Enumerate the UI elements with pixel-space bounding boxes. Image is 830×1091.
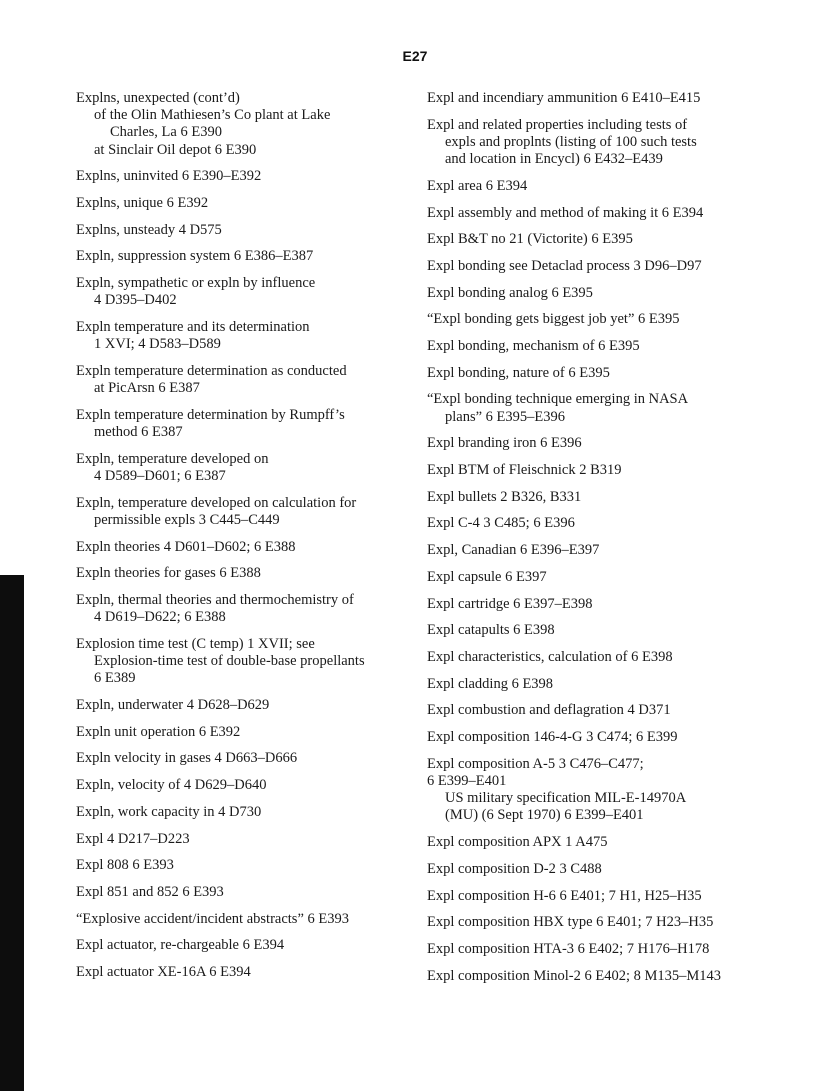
index-entry-heading: Expl actuator, re-chargeable 6 E394 <box>76 937 285 954</box>
index-entry <box>427 914 757 931</box>
index-entry-heading: Expl composition Minol-2 6 E402; 8 M135–M143 <box>427 967 722 984</box>
index-entry <box>427 338 757 355</box>
index-entry-heading: Expln, suppression system 6 E386–E387 <box>76 248 314 265</box>
index-entry-heading: Expl composition HTA-3 6 E402; 7 H176–H178 <box>427 940 710 957</box>
index-entry <box>427 435 757 452</box>
index-entry <box>76 539 396 556</box>
index-entry <box>76 831 396 848</box>
index-entry <box>427 649 757 666</box>
index-entry-heading: Expl assembly and method of making it 6 E394 <box>427 204 704 221</box>
index-entry <box>76 750 396 767</box>
index-column-right <box>427 90 757 994</box>
index-entry <box>427 117 757 169</box>
index-entry-subline: of the Olin Mathiesen’s Co plant at Lake <box>94 107 331 124</box>
index-entry-heading: Expl B&T no 21 (Victorite) 6 E395 <box>427 231 633 248</box>
index-entry-heading: Expl BTM of Fleischnick 2 B319 <box>427 462 622 479</box>
index-entry <box>427 861 757 878</box>
index-entry-heading: “Expl bonding technique emerging in NASA <box>427 391 689 408</box>
index-entry <box>427 205 757 222</box>
index-entry-heading: Expl and incendiary ammunition 6 E410–E415 <box>427 90 701 106</box>
index-entry <box>76 495 396 529</box>
index-entry <box>427 285 757 302</box>
index-entry <box>76 248 396 265</box>
index-entry <box>427 391 757 425</box>
index-entry-heading: Expl bonding, mechanism of 6 E395 <box>427 338 640 355</box>
index-entry <box>427 888 757 905</box>
index-entry <box>427 462 757 479</box>
index-entry-heading: Expl composition H-6 6 E401; 7 H1, H25–H35 <box>427 887 702 904</box>
index-entry-heading: Explns, unexpected (cont’d) <box>76 90 240 106</box>
index-entry <box>427 489 757 506</box>
index-entry <box>427 622 757 639</box>
index-entry-heading: Expl combustion and deflagration 4 D371 <box>427 702 671 719</box>
index-entry <box>76 636 396 688</box>
index-entry <box>427 834 757 851</box>
index-entry-subline: and location in Encycl) 6 E432–E439 <box>445 151 663 168</box>
index-entry-heading: Expl composition D-2 3 C488 <box>427 860 602 877</box>
index-entry <box>427 90 757 107</box>
index-entry-heading: Expl area 6 E394 <box>427 177 528 194</box>
index-entry-heading: “Explosive accident/incident abstracts” 6 E393 <box>76 910 349 927</box>
index-entry-subline: 4 D589–D601; 6 E387 <box>94 467 226 484</box>
index-entry-heading: Expln theories 4 D601–D602; 6 E388 <box>76 538 296 555</box>
index-entry-heading: Expln, underwater 4 D628–D629 <box>76 696 270 713</box>
index-entry-subline: Explosion-time test of double-base propellants <box>94 653 365 670</box>
index-entry-heading: Expln unit operation 6 E392 <box>76 723 241 740</box>
index-entry <box>427 941 757 958</box>
index-entry <box>427 365 757 382</box>
index-entry-heading: Expl 851 and 852 6 E393 <box>76 883 224 900</box>
index-entry <box>427 968 757 985</box>
index-entry-heading: Explns, unsteady 4 D575 <box>76 221 222 238</box>
index-entry <box>76 697 396 714</box>
index-entry-subline: US military specification MIL-E-14970A <box>445 790 687 807</box>
index-entry <box>427 756 757 825</box>
index-entry <box>76 90 396 159</box>
index-entry-heading: Expln temperature and its determination <box>76 319 310 336</box>
index-entry <box>76 724 396 741</box>
page-label: E27 <box>402 48 428 64</box>
index-entry-subline: (MU) (6 Sept 1970) 6 E399–E401 <box>445 807 644 824</box>
index-entry-heading: Expl composition APX 1 A475 <box>427 834 608 851</box>
index-entry-heading: Expl bullets 2 B326, B331 <box>427 488 582 505</box>
index-entry <box>76 275 396 309</box>
index-entry <box>76 911 396 928</box>
index-entry-heading: Expln temperature determination by Rumpff’s <box>76 406 345 423</box>
index-entry-heading: Expl bonding see Detaclad process 3 D96–D97 <box>427 257 702 274</box>
index-entry-heading: Expln velocity in gases 4 D663–D666 <box>76 750 298 767</box>
index-entry <box>76 565 396 582</box>
index-entry <box>427 542 757 559</box>
index-entry <box>76 964 396 981</box>
index-entry-heading: Expl branding iron 6 E396 <box>427 435 582 452</box>
index-entry <box>427 729 757 746</box>
index-entry-heading: Expl bonding, nature of 6 E395 <box>427 364 610 381</box>
index-entry <box>76 937 396 954</box>
index-entry <box>76 804 396 821</box>
index-entry <box>76 451 396 485</box>
index-entry <box>76 407 396 441</box>
index-entry-subline: 6 E399–E401 <box>427 772 507 789</box>
index-entry-heading: Expln, temperature developed on calculation for <box>76 494 357 511</box>
index-column-left <box>76 90 396 991</box>
index-entry-heading: Expl composition A-5 3 C476–C477; <box>427 755 644 772</box>
index-entry <box>427 178 757 195</box>
index-entry-heading: Expl, Canadian 6 E396–E397 <box>427 542 600 559</box>
index-entry-subline: expls and proplnts (listing of 100 such tests <box>445 133 697 150</box>
index-entry <box>76 222 396 239</box>
index-entry-subline: at PicArsn 6 E387 <box>94 380 200 397</box>
index-entry-heading: Expln, temperature developed on <box>76 450 269 467</box>
index-entry-heading: Expln theories for gases 6 E388 <box>76 565 261 582</box>
index-entry-heading: Expln, work capacity in 4 D730 <box>76 803 262 820</box>
index-entry-heading: Expl catapults 6 E398 <box>427 622 555 639</box>
index-entry-heading: Expl 808 6 E393 <box>76 857 174 874</box>
index-entry <box>427 515 757 532</box>
index-entry <box>76 195 396 212</box>
index-entry <box>427 676 757 693</box>
index-entry-subline: method 6 E387 <box>94 424 183 441</box>
index-entry-heading: Expl characteristics, calculation of 6 E398 <box>427 648 673 665</box>
index-entry <box>76 884 396 901</box>
index-entry-heading: Explns, uninvited 6 E390–E392 <box>76 168 262 185</box>
index-entry-heading: “Expl bonding gets biggest job yet” 6 E395 <box>427 311 680 328</box>
index-entry-subline: at Sinclair Oil depot 6 E390 <box>94 141 257 158</box>
index-entry-heading: Expl capsule 6 E397 <box>427 568 547 585</box>
index-entry <box>427 231 757 248</box>
index-entry-heading: Expln, thermal theories and thermochemistry of <box>76 591 354 608</box>
index-entry-heading: Expl composition HBX type 6 E401; 7 H23–H35 <box>427 914 714 931</box>
scan-edge-shadow <box>0 575 24 1091</box>
index-entry-subline: 1 XVI; 4 D583–D589 <box>94 336 221 353</box>
index-entry <box>76 592 396 626</box>
index-entry-subline: plans” 6 E395–E396 <box>445 408 566 425</box>
index-entry-subline: permissible expls 3 C445–C449 <box>94 511 280 528</box>
index-entry <box>427 569 757 586</box>
index-entry <box>427 702 757 719</box>
index-entry <box>76 363 396 397</box>
index-entry-subline: Charles, La 6 E390 <box>110 124 222 141</box>
index-entry-heading: Expl bonding analog 6 E395 <box>427 284 593 301</box>
index-entry <box>76 168 396 185</box>
index-entry-heading: Explns, unique 6 E392 <box>76 195 209 212</box>
index-entry-subline: 6 E389 <box>94 670 136 687</box>
index-entry-heading: Expl actuator XE-16A 6 E394 <box>76 964 251 981</box>
index-entry-heading: Expl cladding 6 E398 <box>427 675 554 692</box>
index-entry-heading: Expl and related properties including tests of <box>427 116 688 133</box>
index-entry <box>76 777 396 794</box>
index-entry-subline: 4 D619–D622; 6 E388 <box>94 609 226 626</box>
index-entry-heading: Expl C-4 3 C485; 6 E396 <box>427 515 575 532</box>
index-entry-subline: 4 D395–D402 <box>94 292 177 309</box>
index-entry-heading: Expln temperature determination as conducted <box>76 362 347 379</box>
index-entry-heading: Expl cartridge 6 E397–E398 <box>427 595 593 612</box>
index-entry-heading: Expln, sympathetic or expln by influence <box>76 275 316 292</box>
index-entry <box>427 311 757 328</box>
index-entry-heading: Expl composition 146-4-G 3 C474; 6 E399 <box>427 729 678 746</box>
index-entry-heading: Expl 4 D217–D223 <box>76 830 190 847</box>
index-entry <box>76 857 396 874</box>
index-entry-heading: Expln, velocity of 4 D629–D640 <box>76 777 267 794</box>
index-entry <box>427 596 757 613</box>
index-entry-heading: Explosion time test (C temp) 1 XVII; see <box>76 635 315 652</box>
index-entry <box>76 319 396 353</box>
index-entry <box>427 258 757 275</box>
